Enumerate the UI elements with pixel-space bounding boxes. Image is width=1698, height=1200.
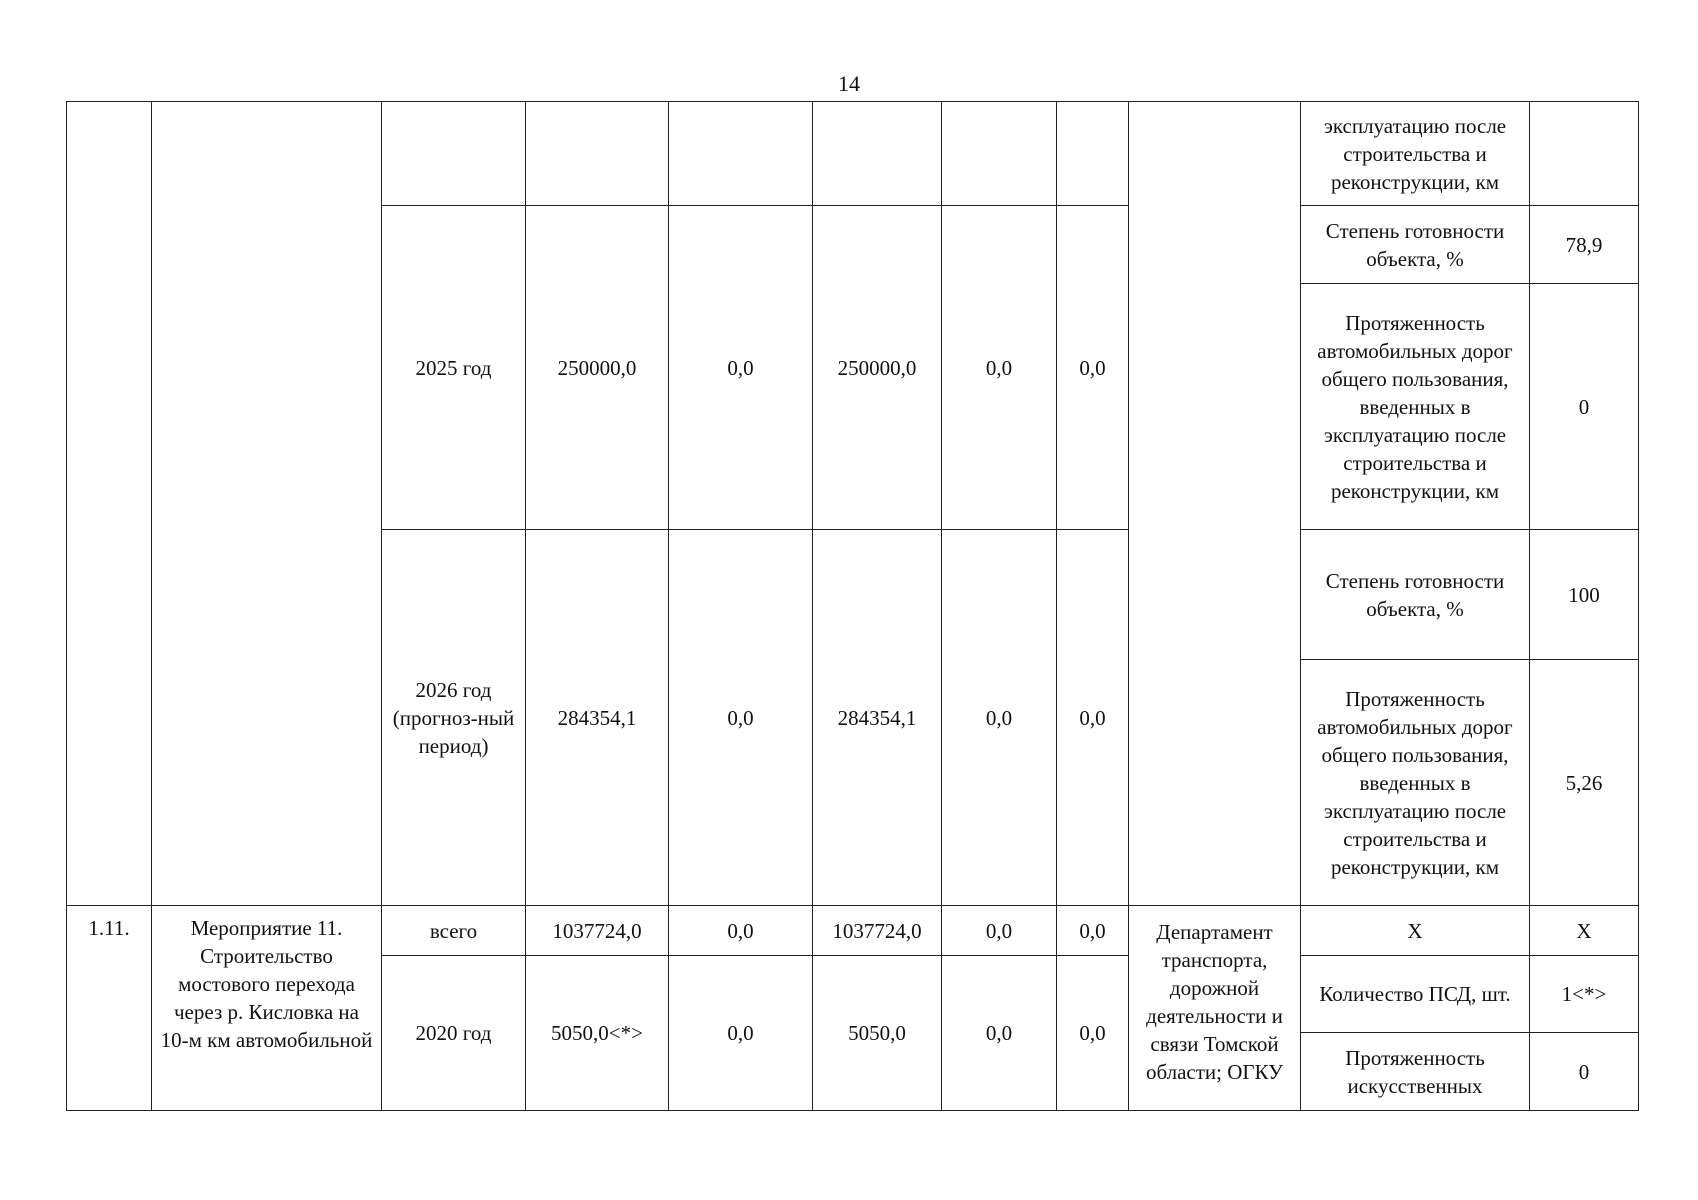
total-cell: 5050,0<*> <box>526 956 669 1111</box>
period-cell <box>382 102 526 206</box>
indicator-name: Протяженность искусственных <box>1301 1033 1530 1111</box>
period-cell: всего <box>382 906 526 956</box>
indicator-value: 78,9 <box>1530 206 1639 284</box>
indicator-value: Х <box>1530 906 1639 956</box>
total-cell <box>526 102 669 206</box>
federal-cell: 0,0 <box>669 530 813 906</box>
total-cell: 1037724,0 <box>526 906 669 956</box>
local-cell: 0,0 <box>942 906 1057 956</box>
table-row <box>67 906 1639 956</box>
federal-cell <box>669 102 813 206</box>
activity-cell <box>152 102 382 906</box>
other-cell: 0,0 <box>1057 206 1129 530</box>
table-row <box>67 102 1639 206</box>
local-cell: 0,0 <box>942 530 1057 906</box>
federal-cell: 0,0 <box>669 906 813 956</box>
period-cell: 2025 год <box>382 206 526 530</box>
activity-cell: Мероприятие 11. Строительство мостового перехода через р. Кисловка на 10-м км автомобильной <box>152 906 382 1111</box>
regional-cell <box>813 102 942 206</box>
indicator-value: 0 <box>1530 1033 1639 1111</box>
regional-cell: 5050,0 <box>813 956 942 1111</box>
indicator-value: 1<*> <box>1530 956 1639 1033</box>
page-number: 14 <box>838 71 860 96</box>
indicator-value: 0 <box>1530 284 1639 530</box>
indicator-name: Степень готовности объекта, % <box>1301 530 1530 660</box>
period-cell: 2026 год (прогноз-ный период) <box>382 530 526 906</box>
executor-cell: Департамент транспорта, дорожной деятельности и связи Томской области; ОГКУ <box>1129 906 1301 1111</box>
indicator-name: Протяженность автомобильных дорог общего пользования, введенных в эксплуатацию после строительства и реконструкции, км <box>1301 660 1530 906</box>
local-cell: 0,0 <box>942 956 1057 1111</box>
local-cell: 0,0 <box>942 206 1057 530</box>
federal-cell: 0,0 <box>669 956 813 1111</box>
indicator-value <box>1530 102 1639 206</box>
number-cell <box>67 102 152 906</box>
indicator-name: Х <box>1301 906 1530 956</box>
program-table <box>66 101 1639 1111</box>
regional-cell: 1037724,0 <box>813 906 942 956</box>
indicator-name: эксплуатацию после строительства и реконструкции, км <box>1301 102 1530 206</box>
period-cell: 2020 год <box>382 956 526 1111</box>
other-cell <box>1057 102 1129 206</box>
federal-cell: 0,0 <box>669 206 813 530</box>
other-cell: 0,0 <box>1057 906 1129 956</box>
other-cell: 0,0 <box>1057 530 1129 906</box>
number-cell: 1.11. <box>67 906 152 1111</box>
indicator-name: Количество ПСД, шт. <box>1301 956 1530 1033</box>
indicator-name: Степень готовности объекта, % <box>1301 206 1530 284</box>
total-cell: 250000,0 <box>526 206 669 530</box>
local-cell <box>942 102 1057 206</box>
indicator-value: 100 <box>1530 530 1639 660</box>
indicator-value: 5,26 <box>1530 660 1639 906</box>
regional-cell: 250000,0 <box>813 206 942 530</box>
executor-cell <box>1129 102 1301 906</box>
regional-cell: 284354,1 <box>813 530 942 906</box>
total-cell: 284354,1 <box>526 530 669 906</box>
indicator-name: Протяженность автомобильных дорог общего пользования, введенных в эксплуатацию после строительства и реконструкции, км <box>1301 284 1530 530</box>
other-cell: 0,0 <box>1057 956 1129 1111</box>
